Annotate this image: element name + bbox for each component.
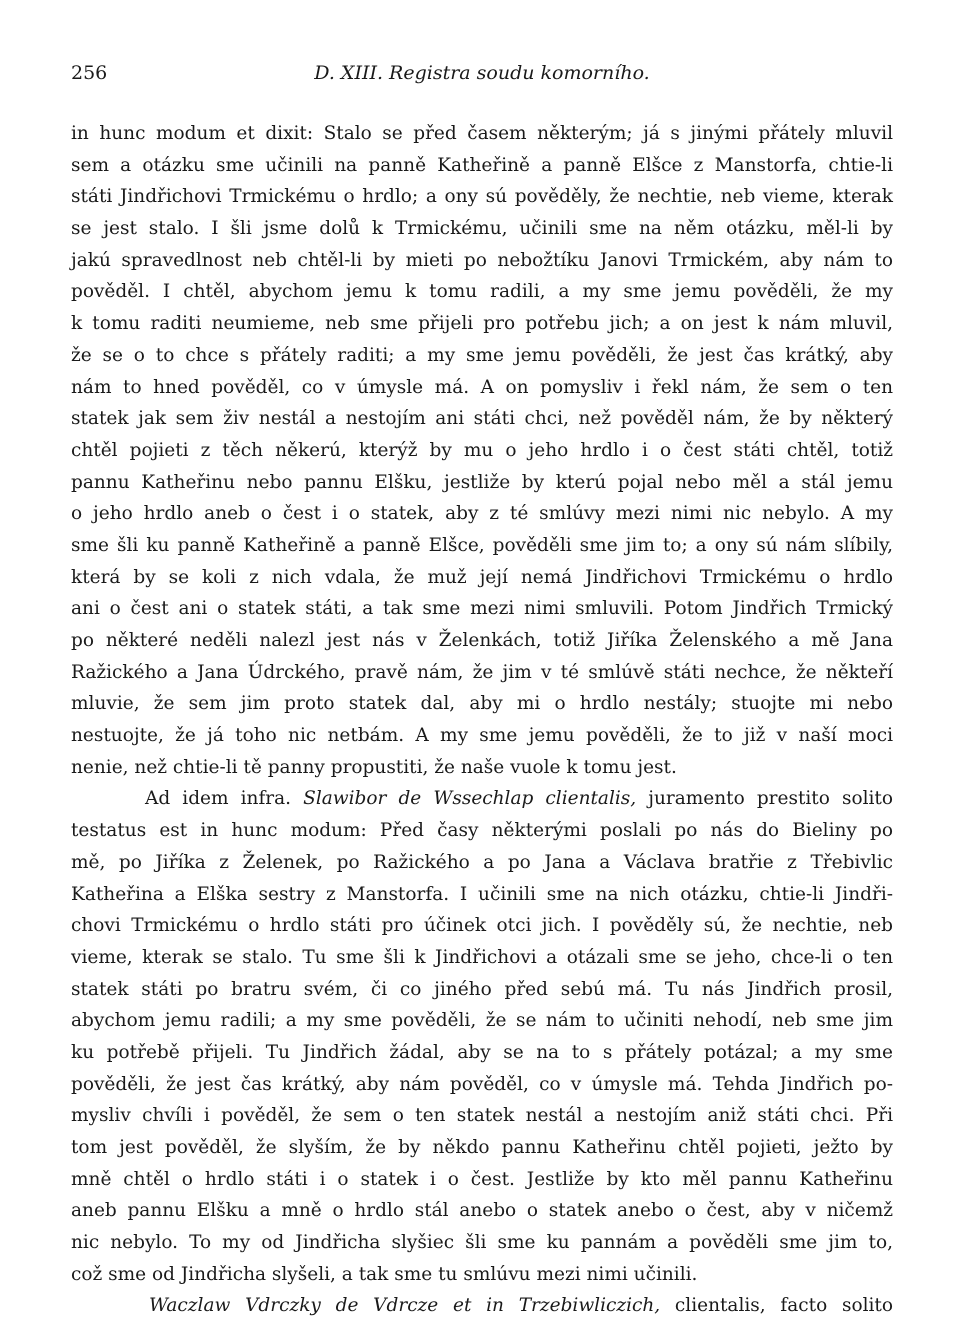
text-line	[71, 783, 893, 815]
text-line: testatus est in hunc modum: Před časy některými poslali po nás do Bieliny po	[71, 820, 893, 842]
text-line: pannu Katheřinu nebo pannu Elšku, jestliže by kterú pojal nebo měl a stál jemu	[71, 471, 893, 493]
text-line: pověděli, že jest čas krátký, aby nám pověděl, co v úmysle má. Tehda Jindřich po-	[71, 1073, 893, 1095]
text-line: což sme od Jindřicha slyšeli, a tak sme tu smlúvu mezi nimi učinili.	[71, 1263, 698, 1285]
text-line: po některé neděli nalezl jest nás v Želenkách, totiž Jiříka Želenského a mě Jana	[71, 630, 893, 651]
text-line: že se o to chce s přátely raditi; a my sme jemu pověděli, že jest čas krátký, aby	[71, 344, 893, 366]
text-line: Ražického a Jana Údrckého, pravě nám, že jim v té smlúvě státi nechce, že někteří	[71, 661, 893, 683]
text-line: mysliv chvíli i pověděl, že sem o ten statek nestál a nestojím aniž státi chci. Při	[71, 1105, 893, 1127]
text-line: státi Jindřichovi Trmickému o hrdlo; a ony sú pověděly, že nechtie, neb vieme, kterak	[71, 186, 893, 208]
italic-name: Waczlaw Vdrczky de Vdrcze et in Trzebiwliczich,	[149, 1295, 661, 1317]
text-line: mluvie, že sem jim proto statek dal, aby mi o hrdlo nestály; stuojte mi nebo	[71, 693, 893, 715]
text-line: abychom jemu radili; a my sme pověděli, že se nám to učiniti nehodí, neb sme jim	[71, 1010, 893, 1032]
text-line: nám to hned pověděl, co v úmysle má. A on pomysliv i řekl nám, že sem o ten	[71, 376, 893, 398]
text-line: aneb pannu Elšku a mně o hrdlo stál anebo o statek anebo o čest, aby v ničemž	[71, 1200, 893, 1222]
text-line: nenie, než chtie-li tě panny propustiti, že naše vuole k tomu jest.	[71, 756, 677, 778]
text-line: nic nebylo. To my od Jindřicha slyšiec šli sme ku pannám a pověděli sme jim to,	[71, 1232, 893, 1254]
text-line: in hunc modum et dixit: Stalo se před časem některým; já s jinými přátely mluvil	[71, 123, 893, 144]
text-line: Katheřina a Elška sestry z Manstorfa. I učinili sme na nich otázku, chtie-li Jindři-	[71, 883, 893, 905]
text-line: mě, po Jiříka z Želenek, po Ražického a po Jana a Václava bratřie z Třebivlic	[71, 851, 893, 873]
text-line: chovi Trmickému o hrdlo státi pro účinek otci jich. I pověděly sú, že nechtie, neb	[71, 915, 893, 937]
italic-name: Slawibor de Wssechlap clientalis,	[303, 788, 637, 810]
text-line: o jeho hrdlo aneb o čest i o statek, aby z té smlúvy mezi nimi nic nebylo. A my	[71, 503, 893, 525]
document-body	[71, 118, 893, 1322]
running-title: D. XIII. Registra soudu komorního.	[314, 62, 650, 84]
text-line: která by se koli z nich vdala, že muž její nemá Jindřichovi Trmickému o hrdlo	[71, 566, 893, 588]
text-line: mně chtěl o hrdlo státi i o statek i o čest. Jestliže by kto měl pannu Katheřinu	[71, 1168, 893, 1190]
text-line: statek jak sem živ nestál a nestojím ani státi chci, než pověděl nám, že by některý	[71, 408, 893, 430]
text-line	[71, 1290, 893, 1322]
text-line: sem a otázku sme učinili na panně Katheřině a panně Elšce z Manstorfa, chtie-li	[71, 154, 893, 176]
text-line: sme šli ku panně Katheřině a panně Elšce, pověděli sme jim to; a ony sú nám slíbily,	[71, 534, 893, 556]
page-number: 256	[71, 62, 108, 84]
text-line: ani o čest ani o statek státi, a tak sme mezi nimi smluvili. Potom Jindřich Trmický	[71, 598, 893, 620]
document-page	[71, 62, 893, 1322]
text-segment: clientalis, facto solito	[660, 1295, 893, 1317]
text-line: k tomu raditi neumieme, neb sme přijeli pro potřebu jich; a on jest k nám mluvil,	[71, 313, 893, 335]
text-segment: juramento prestito solito	[636, 788, 894, 810]
text-line: vieme, kterak se stalo. Tu sme šli k Jindřichovi a otázali sme se jeho, chce-li o ten	[71, 946, 893, 968]
text-line: se jest stalo. I šli jsme dolů k Trmickému, učinili sme na něm otázku, měl-li by	[71, 218, 893, 240]
text-line: jakú spravedlnost neb chtěl-li by mieti po nebožtíku Janovi Trmickém, aby nám to	[71, 249, 893, 271]
text-line: tom jest pověděl, že slyším, že by někdo pannu Katheřinu chtěl pojieti, ježto by	[71, 1137, 893, 1158]
text-line: ku potřebě přijeli. Tu Jindřich žádal, aby se na to s přátely potázal; a my sme	[71, 1041, 893, 1063]
page-header	[71, 62, 893, 92]
text-line: nestuojte, že já toho nic netbám. A my sme jemu pověděli, že to již v naší moci	[71, 725, 893, 747]
text-line: statek státi po bratru svém, či co jiného před sebú má. Tu nás Jindřich prosil,	[71, 978, 893, 1000]
text-line: pověděl. I chtěl, abychom jemu k tomu radili, a my sme jemu pověděli, že my	[71, 281, 893, 303]
text-line: chtěl pojieti z těch někerú, kterýž by mu o jeho hrdlo i o čest státi chtěl, totiž	[71, 439, 893, 461]
text-segment: Ad idem infra.	[145, 788, 304, 810]
